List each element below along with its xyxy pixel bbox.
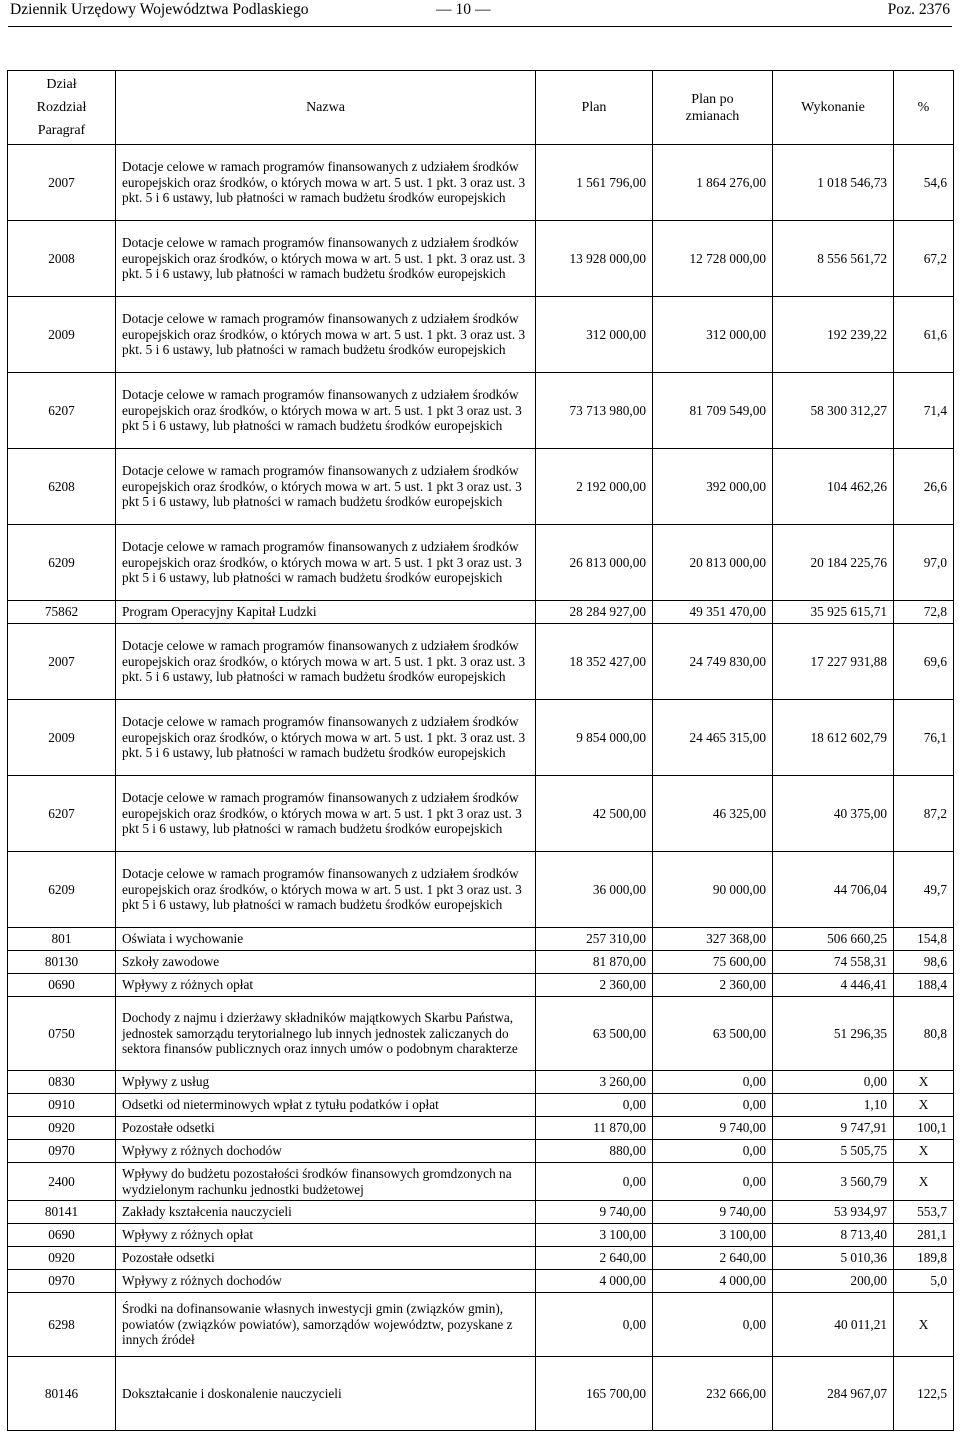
- cell-plan: 4 000,00: [536, 1270, 653, 1293]
- cell-name: Oświata i wychowanie: [116, 928, 536, 951]
- cell-plan-after: 0,00: [653, 1140, 773, 1163]
- table-row: [8, 1117, 954, 1140]
- table-row: [8, 928, 954, 951]
- cell-exec: 4 446,41: [773, 974, 894, 997]
- cell-plan: 2 360,00: [536, 974, 653, 997]
- cell-plan-after: 3 100,00: [653, 1224, 773, 1247]
- cell-exec: 58 300 312,27: [773, 373, 894, 449]
- cell-plan: 9 740,00: [536, 1201, 653, 1224]
- table-row: [8, 1140, 954, 1163]
- cell-pct: 122,5: [894, 1357, 954, 1431]
- cell-exec: 9 747,91: [773, 1117, 894, 1140]
- cell-exec: 506 660,25: [773, 928, 894, 951]
- cell-plan-after: 90 000,00: [653, 852, 773, 928]
- cell-code: 6207: [8, 776, 116, 852]
- cell-exec: 53 934,97: [773, 1201, 894, 1224]
- cell-plan-after: 232 666,00: [653, 1357, 773, 1431]
- cell-name: Dokształcanie i doskonalenie nauczycieli: [116, 1357, 536, 1431]
- cell-exec: 284 967,07: [773, 1357, 894, 1431]
- cell-pct: 100,1: [894, 1117, 954, 1140]
- cell-pct: 76,1: [894, 700, 954, 776]
- cell-exec: 17 227 931,88: [773, 624, 894, 700]
- table-row: [8, 997, 954, 1071]
- cell-name: Wpływy do budżetu pozostałości środków finansowych gromdzonych na wydzielonym rachunku jednostki budżetowej: [116, 1163, 536, 1201]
- cell-plan-after: 4 000,00: [653, 1270, 773, 1293]
- cell-plan: 2 192 000,00: [536, 449, 653, 525]
- cell-pct: 98,6: [894, 951, 954, 974]
- cell-pct: 281,1: [894, 1224, 954, 1247]
- table-row: [8, 373, 954, 449]
- cell-exec: 0,00: [773, 1071, 894, 1094]
- cell-name: Dotacje celowe w ramach programów finansowanych z udziałem środków europejskich oraz środków, o których mowa w art. 5 ust. 1 pkt. 3 oraz ust. 3 pkt. 5 i 6 ustawy, lub płatności w ramach budżetu środków europejskich: [116, 297, 536, 373]
- cell-name: Dotacje celowe w ramach programów finansowanych z udziałem środków europejskich oraz środków, o których mowa w art. 5 ust. 1 pkt. 3 oraz ust. 3 pkt. 5 i 6 ustawy, lub płatności w ramach budżetu środków europejskich: [116, 700, 536, 776]
- cell-exec: 18 612 602,79: [773, 700, 894, 776]
- table-row: [8, 776, 954, 852]
- cell-pct: 61,6: [894, 297, 954, 373]
- cell-exec: 1 018 546,73: [773, 145, 894, 221]
- budget-table: [7, 70, 954, 1431]
- cell-plan-after: 46 325,00: [653, 776, 773, 852]
- cell-plan-after: 0,00: [653, 1094, 773, 1117]
- cell-pct: 5,0: [894, 1270, 954, 1293]
- table-body: [8, 145, 954, 1431]
- cell-name: Dotacje celowe w ramach programów finansowanych z udziałem środków europejskich oraz środków, o których mowa w art. 5 ust. 1 pkt. 3 oraz ust. 3 pkt. 5 i 6 ustawy, lub płatności w ramach budżetu środków europejskich: [116, 145, 536, 221]
- cell-plan: 0,00: [536, 1094, 653, 1117]
- cell-pct: 71,4: [894, 373, 954, 449]
- cell-name: Dotacje celowe w ramach programów finansowanych z udziałem środków europejskich oraz środków, o których mowa w art. 5 ust. 1 pkt. 3 oraz ust. 3 pkt. 5 i 6 ustawy, lub płatności w ramach budżetu środków europejskich: [116, 221, 536, 297]
- table-row: [8, 1293, 954, 1357]
- table-row: [8, 700, 954, 776]
- cell-code: 80130: [8, 951, 116, 974]
- cell-plan-after: 75 600,00: [653, 951, 773, 974]
- cell-name: Zakłady kształcenia nauczycieli: [116, 1201, 536, 1224]
- cell-code: 6298: [8, 1293, 116, 1357]
- cell-plan: 257 310,00: [536, 928, 653, 951]
- table-row: [8, 145, 954, 221]
- cell-code: 2007: [8, 145, 116, 221]
- cell-exec: 3 560,79: [773, 1163, 894, 1201]
- cell-plan: 312 000,00: [536, 297, 653, 373]
- cell-name: Wpływy z różnych opłat: [116, 974, 536, 997]
- cell-plan-after: 2 640,00: [653, 1247, 773, 1270]
- cell-exec: 35 925 615,71: [773, 601, 894, 624]
- cell-exec: 8 713,40: [773, 1224, 894, 1247]
- cell-pct: 87,2: [894, 776, 954, 852]
- cell-plan: 28 284 927,00: [536, 601, 653, 624]
- cell-plan-after: 0,00: [653, 1293, 773, 1357]
- cell-code: 75862: [8, 601, 116, 624]
- cell-code: 80146: [8, 1357, 116, 1431]
- cell-plan-after: 24 465 315,00: [653, 700, 773, 776]
- cell-name: Dotacje celowe w ramach programów finansowanych z udziałem środków europejskich oraz środków, o których mowa w art. 5 ust. 1 pkt 3 oraz ust. 3 pkt 5 i 6 ustawy, lub płatności w ramach budżetu środków europejskich: [116, 776, 536, 852]
- col-header-code: Dział Rozdział Paragraf: [8, 71, 116, 145]
- cell-plan: 11 870,00: [536, 1117, 653, 1140]
- cell-pct: X: [894, 1140, 954, 1163]
- cell-code: 0690: [8, 1224, 116, 1247]
- cell-pct: 80,8: [894, 997, 954, 1071]
- cell-plan-after: 392 000,00: [653, 449, 773, 525]
- cell-plan-after: 63 500,00: [653, 997, 773, 1071]
- cell-name: Odsetki od nieterminowych wpłat z tytułu podatków i opłat: [116, 1094, 536, 1117]
- cell-plan-after: 20 813 000,00: [653, 525, 773, 601]
- position-number: Poz. 2376: [887, 1, 950, 18]
- cell-pct: 553,7: [894, 1201, 954, 1224]
- cell-plan: 0,00: [536, 1293, 653, 1357]
- cell-name: Dotacje celowe w ramach programów finansowanych z udziałem środków europejskich oraz środków, o których mowa w art. 5 ust. 1 pkt. 3 oraz ust. 3 pkt. 5 i 6 ustawy, lub płatności w ramach budżetu środków europejskich: [116, 624, 536, 700]
- cell-code: 0910: [8, 1094, 116, 1117]
- cell-name: Dotacje celowe w ramach programów finansowanych z udziałem środków europejskich oraz środków, o których mowa w art. 5 ust. 1 pkt 3 oraz ust. 3 pkt 5 i 6 ustawy, lub płatności w ramach budżetu środków europejskich: [116, 525, 536, 601]
- header-rule: [8, 26, 952, 27]
- cell-plan-after: 24 749 830,00: [653, 624, 773, 700]
- cell-plan: 3 100,00: [536, 1224, 653, 1247]
- cell-pct: X: [894, 1094, 954, 1117]
- cell-exec: 51 296,35: [773, 997, 894, 1071]
- cell-pct: 49,7: [894, 852, 954, 928]
- table-row: [8, 1201, 954, 1224]
- cell-plan-after: 12 728 000,00: [653, 221, 773, 297]
- table-row: [8, 601, 954, 624]
- table-row: [8, 221, 954, 297]
- cell-name: Środki na dofinansowanie własnych inwestycji gmin (związków gmin), powiatów (związków powiatów), samorządów województw, pozyskane z innych źródeł: [116, 1293, 536, 1357]
- cell-exec: 200,00: [773, 1270, 894, 1293]
- cell-name: Dochody z najmu i dzierżawy składników majątkowych Skarbu Państwa, jednostek samorządu terytorialnego lub innych jednostek zaliczanych do sektora finansów publicznych oraz innych umów o podobnym charakterze: [116, 997, 536, 1071]
- cell-exec: 74 558,31: [773, 951, 894, 974]
- table-row: [8, 951, 954, 974]
- cell-pct: 67,2: [894, 221, 954, 297]
- table-row: [8, 974, 954, 997]
- table-row: [8, 624, 954, 700]
- cell-name: Wpływy z różnych dochodów: [116, 1140, 536, 1163]
- cell-exec: 192 239,22: [773, 297, 894, 373]
- col-header-name: Nazwa: [116, 71, 536, 145]
- page-number: — 10 —: [436, 1, 491, 18]
- table-row: [8, 852, 954, 928]
- cell-plan-after: 0,00: [653, 1163, 773, 1201]
- cell-name: Dotacje celowe w ramach programów finansowanych z udziałem środków europejskich oraz środków, o których mowa w art. 5 ust. 1 pkt 3 oraz ust. 3 pkt 5 i 6 ustawy, lub płatności w ramach budżetu środków europejskich: [116, 373, 536, 449]
- cell-pct: 26,6: [894, 449, 954, 525]
- cell-pct: X: [894, 1071, 954, 1094]
- cell-plan: 18 352 427,00: [536, 624, 653, 700]
- col-header-exec: Wykonanie: [773, 71, 894, 145]
- cell-exec: 5 010,36: [773, 1247, 894, 1270]
- cell-code: 0970: [8, 1140, 116, 1163]
- cell-name: Pozostałe odsetki: [116, 1247, 536, 1270]
- cell-pct: 154,8: [894, 928, 954, 951]
- cell-code: 0830: [8, 1071, 116, 1094]
- cell-plan-after: 327 368,00: [653, 928, 773, 951]
- cell-exec: 40 011,21: [773, 1293, 894, 1357]
- cell-name: Szkoły zawodowe: [116, 951, 536, 974]
- table-row: [8, 1270, 954, 1293]
- cell-code: 2009: [8, 700, 116, 776]
- cell-pct: 189,8: [894, 1247, 954, 1270]
- cell-exec: 40 375,00: [773, 776, 894, 852]
- cell-plan: 63 500,00: [536, 997, 653, 1071]
- cell-code: 6209: [8, 525, 116, 601]
- cell-pct: X: [894, 1293, 954, 1357]
- cell-name: Dotacje celowe w ramach programów finansowanych z udziałem środków europejskich oraz środków, o których mowa w art. 5 ust. 1 pkt 3 oraz ust. 3 pkt 5 i 6 ustawy, lub płatności w ramach budżetu środków europejskich: [116, 852, 536, 928]
- cell-plan-after: 312 000,00: [653, 297, 773, 373]
- cell-code: 6209: [8, 852, 116, 928]
- cell-pct: 69,6: [894, 624, 954, 700]
- cell-exec: 44 706,04: [773, 852, 894, 928]
- cell-pct: 72,8: [894, 601, 954, 624]
- cell-name: Wpływy z usług: [116, 1071, 536, 1094]
- cell-exec: 104 462,26: [773, 449, 894, 525]
- cell-plan: 3 260,00: [536, 1071, 653, 1094]
- cell-plan: 42 500,00: [536, 776, 653, 852]
- cell-exec: 20 184 225,76: [773, 525, 894, 601]
- cell-plan: 165 700,00: [536, 1357, 653, 1431]
- page-header: [0, 0, 960, 30]
- cell-code: 80141: [8, 1201, 116, 1224]
- cell-name: Wpływy z różnych dochodów: [116, 1270, 536, 1293]
- table-row: [8, 525, 954, 601]
- cell-code: 6208: [8, 449, 116, 525]
- cell-code: 0690: [8, 974, 116, 997]
- cell-code: 2009: [8, 297, 116, 373]
- cell-plan-after: 49 351 470,00: [653, 601, 773, 624]
- table-row: [8, 297, 954, 373]
- cell-code: 801: [8, 928, 116, 951]
- cell-name: Wpływy z różnych opłat: [116, 1224, 536, 1247]
- cell-plan-after: 1 864 276,00: [653, 145, 773, 221]
- cell-name: Dotacje celowe w ramach programów finansowanych z udziałem środków europejskich oraz środków, o których mowa w art. 5 ust. 1 pkt 3 oraz ust. 3 pkt 5 i 6 ustawy, lub płatności w ramach budżetu środków europejskich: [116, 449, 536, 525]
- table-row: [8, 449, 954, 525]
- cell-code: 0920: [8, 1117, 116, 1140]
- cell-name: Pozostałe odsetki: [116, 1117, 536, 1140]
- journal-title: Dziennik Urzędowy Województwa Podlaskiego: [10, 1, 309, 18]
- cell-plan-after: 9 740,00: [653, 1201, 773, 1224]
- cell-plan-after: 2 360,00: [653, 974, 773, 997]
- cell-plan-after: 9 740,00: [653, 1117, 773, 1140]
- cell-plan: 9 854 000,00: [536, 700, 653, 776]
- cell-plan: 13 928 000,00: [536, 221, 653, 297]
- cell-plan: 1 561 796,00: [536, 145, 653, 221]
- cell-plan: 26 813 000,00: [536, 525, 653, 601]
- cell-plan: 36 000,00: [536, 852, 653, 928]
- table-row: [8, 1071, 954, 1094]
- col-header-pct: %: [894, 71, 954, 145]
- cell-plan-after: 0,00: [653, 1071, 773, 1094]
- col-header-plan-after: Plan po zmianach: [653, 71, 773, 145]
- table-row: [8, 1357, 954, 1431]
- cell-plan: 2 640,00: [536, 1247, 653, 1270]
- cell-exec: 8 556 561,72: [773, 221, 894, 297]
- cell-pct: 188,4: [894, 974, 954, 997]
- cell-plan: 0,00: [536, 1163, 653, 1201]
- cell-code: 0970: [8, 1270, 116, 1293]
- cell-exec: 1,10: [773, 1094, 894, 1117]
- cell-code: 0750: [8, 997, 116, 1071]
- cell-code: 2400: [8, 1163, 116, 1201]
- cell-plan: 73 713 980,00: [536, 373, 653, 449]
- cell-pct: X: [894, 1163, 954, 1201]
- cell-exec: 5 505,75: [773, 1140, 894, 1163]
- cell-pct: 97,0: [894, 525, 954, 601]
- cell-code: 6207: [8, 373, 116, 449]
- cell-plan: 880,00: [536, 1140, 653, 1163]
- col-header-plan: Plan: [536, 71, 653, 145]
- table-row: [8, 1163, 954, 1201]
- table-row: [8, 1247, 954, 1270]
- cell-pct: 54,6: [894, 145, 954, 221]
- cell-plan: 81 870,00: [536, 951, 653, 974]
- cell-plan-after: 81 709 549,00: [653, 373, 773, 449]
- table-header-row: [8, 71, 954, 145]
- cell-code: 2007: [8, 624, 116, 700]
- cell-code: 2008: [8, 221, 116, 297]
- table-row: [8, 1094, 954, 1117]
- table-row: [8, 1224, 954, 1247]
- cell-code: 0920: [8, 1247, 116, 1270]
- cell-name: Program Operacyjny Kapitał Ludzki: [116, 601, 536, 624]
